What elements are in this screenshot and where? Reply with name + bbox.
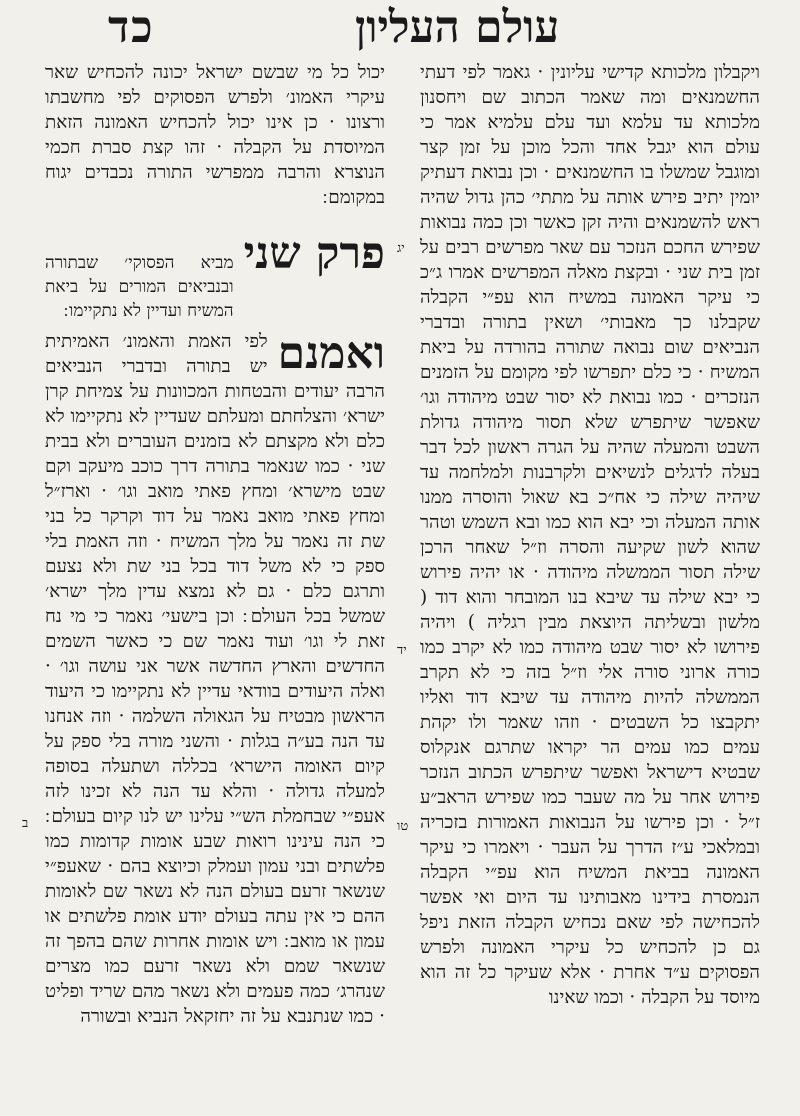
right-column-text: ויקבלון מלכותא קדישי עליונין · גאמר לפי דעתי החשמנאים ומה שאמר הכתוב שם ויחסנון מלכותא עד עלמא ועד עלם עלמיא אמר כי עולם הוא יגבל אחד והכל מוכן על זמן קצר ומוגבל שמשלו בו החשמנאים · וכן נבואת דעתיק יומין יתיב פירש אותה על מתתי׳ כהן גדול שהיה ראש להשמנאים והיה זקן כאשר וכן כמה נבואות שפירש החכם הנזכר עם שאר מפרשים רבים על זמן בית שני · ובקצת מאלה המפרשים אמרו ג״כ כי עיקר האמונה במשיח הוא עפ״י הקבלה שקבלנו כך מאבותי׳ ושאין בתורה ובדברי הנביאים שום נבואה שתורה בהורדה על ביאת המשיח · כי כלם יתפרשו לפי מקומם על הזמנים הנזכרים · כמו נבואת לא יסור שבט מיהודה וגו׳ שאפשר שיתפרש שלא תסור מיהודה גדולת השבט והמעלה שהיה על הגרה ראשון לכל דבר בעלה לדגלים לנשיאים ולקרבנות ולמלחמה עד שיהיה שילה כי אח״כ בא שאול והוסרה ממנו אותה המעלה וכי יבא הוא כמו ובא השמש וטהר שהוא לשון שקיעה והסרה וז״ל שאחר הרכן שילה תסור הממשלה מיהודה · או יהיה פירוש כי יבא שילה עד שיבא בנו המובחר והוא דוד ( מלשון ובשליתה היוצאת מבין רגליה ) ויהיה פירושו לא יסור שבט מיהודה כמו לא יקרב כמו כורה ארוני סורה אלי וז״ל בזה כי לא תקרב הממשלה להיות מיהודה עד שיבא דוד ואליו יתקבצו כל השבטים · וזהו שאמר ולו יקהת עמים כמו עמים הר יקראו שתרגם אנקלוס שבטיא דישראל ואפשר שיתפרש הכתוב הנזכר פירוש אחר על מה שעבר כמו שפירש הראב״ע ז״ל · וכן פירשו על הנבואות האמורות בזכריה ובמלאכי ע״ז הדרך על העבר · ויאמרו כי עיקר האמונה בביאת המשיח הוא עפ״י הקבלה הנמסרת בידינו מאבותינו עד היום ואי אפשר להכחישה לפי שאם נכחיש הקבלה הזאת ניפל גם כן להכחיש כל עיקרי האמונה ולפרש הפסוקים ע״ד אחרת · אלא שעיקר כל זה הוא מיוסד על הקבלה · וכמו שאינו — [420, 62, 760, 1008]
opening-word: ואמנם — [277, 328, 385, 379]
chapter-heading — [45, 230, 385, 323]
margin-mark: ב — [22, 816, 29, 831]
right-column — [420, 60, 760, 1010]
left-column — [45, 60, 385, 1029]
chapter-number: פרק שני — [243, 228, 385, 279]
page-header — [30, 2, 770, 53]
chapter-title: מביא הפסוקי׳ שבתורה ובנביאים המורים על ביאת המשיח ועדיין לא נתקיימו ׃ — [45, 253, 234, 321]
left-column-body — [45, 329, 385, 1029]
running-title: עולם העליון — [355, 2, 560, 53]
margin-mark: טו — [397, 819, 409, 834]
page-number: כד — [108, 2, 155, 53]
margin-mark: יד — [397, 643, 407, 658]
margin-mark: יג — [397, 241, 405, 256]
left-column-intro: יכול כל מי שבשם ישראל יכונה להכחיש שאר עיקרי האמונ׳ ולפרש הפסוקים לפי מחשבתו ורצונו · כן אינו יכול להכחיש האמונה הזאת המיוסדת על הקבלה · זהו קצת סברת חכמי הנוצרא והרבה ממפרשי התורה נכבדים יגוח במקומם ׃ — [45, 62, 385, 208]
body-text: לפי האמת והאמונ׳ האמיתית יש בתורה ובדברי הנביאים הרבה יעודים והבטחות המכוונות על צמיחת קרן ישרא׳ והצלחתם ומעלתם שעדיין לא נתקיימו לא כלם ולא מקצתם לא בזמנים העוברים ולא בבית שני · כמו שנאמר בתורה דרך כוכב מיעקב וקם שבט מישרא׳ ומחץ פאתי מואב וגו׳ · וארז״ל ומחץ פאתי מואב נאמר על דוד וקרקר כל בני שת זה נאמר על מלך המשיח · וזה האמת בלי ספק כי לא משל דוד בכל בני שת ולא נצעם ותרגם כלם · גם לא נמצא עדין מלך ישרא׳ שמשל בכל העולם ׃ וכן בישעי׳ נאמר כי מי נח זאת לי וגו׳ ועוד נאמר שם כי כאשר השמים החדשים והארץ החדשה אשר אני עושה וגו׳ · ואלה היעודים בוודאי עדיין לא נתקיימו כי היעוד הראשון מבטיח על הגאולה השלמה · וזה אנחנו עד הנה בע״ה בגלות · והשני מורה בלי ספק על קיום האומה הישרא׳ בכללה ושתעלה בסופה למעלה גדולה · והלא עד הנה לא זכינו לזה אעפ״י שבחמלת הש״י עלינו יש לנו קיום בעולם ׃ כי הנה עינינו רואות שבע אומות קדומות כמו פלשתים ובני עמון ועמלק וכיוצא בהם · שאעפ״י שנשאר זרעם בעולם הנה לא נשאר שם לאומות ההם כי אין עתה בעולם יודע אומת פלשתים או עמון או מואב ׃ ויש אומות אחרות שהם בהפך זה שנשאר שמם ולא נשאר זרעם כמו מצרים שנהרג׳ כמה פעמים ולא נשאר מהם שריד ופליט · כמו שנתנבא על זה יחזקאל הנביא ובשורה — [45, 331, 385, 1027]
